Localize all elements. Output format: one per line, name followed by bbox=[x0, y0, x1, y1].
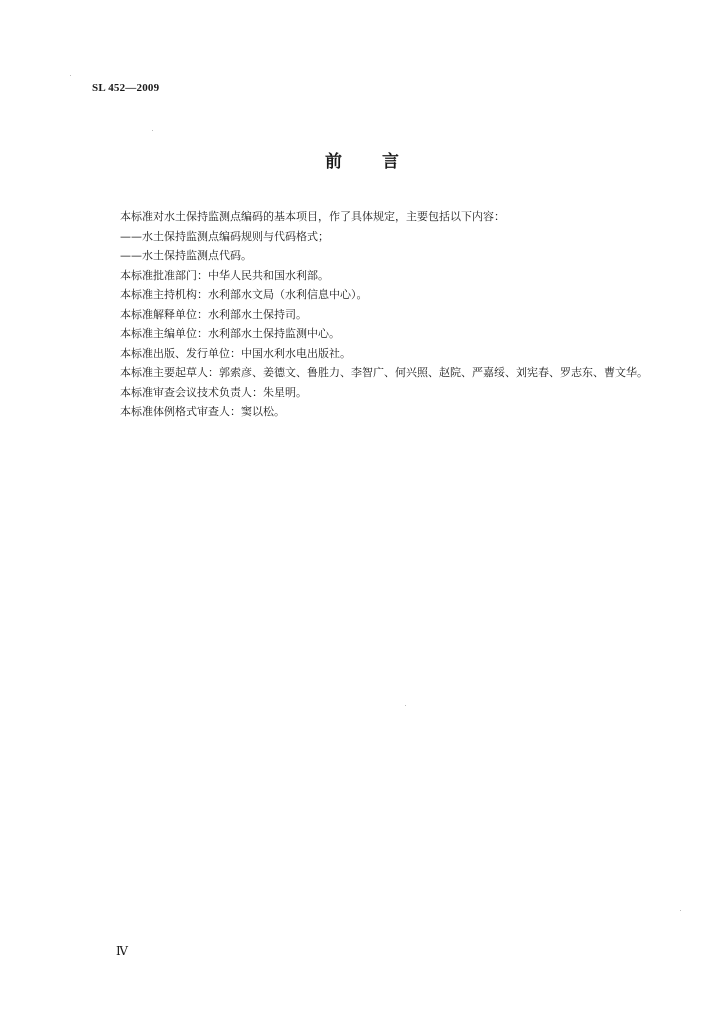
standard-code: SL 452—2009 bbox=[92, 82, 160, 94]
preface-paragraph: 本标准主编单位：水利部水土保持监测中心。 bbox=[120, 327, 340, 340]
preface-paragraph: 本标准主持机构：水利部水文局（水利信息中心）。 bbox=[120, 288, 368, 301]
preface-list-item: ——水土保持监测点代码。 bbox=[120, 249, 252, 262]
preface-list-item: ——水土保持监测点编码规则与代码格式； bbox=[120, 229, 329, 243]
preface-body bbox=[92, 207, 672, 422]
preface-paragraph: 本标准出版、发行单位：中国水利水电出版社。 bbox=[120, 346, 351, 360]
page-number: Ⅳ bbox=[116, 944, 128, 958]
preface-paragraph: 本标准对水土保持监测点编码的基本项目，作了具体规定，主要包括以下内容： bbox=[120, 210, 505, 223]
scan-speck bbox=[152, 130, 153, 131]
scan-speck bbox=[405, 705, 406, 706]
preface-paragraph: 本标准体例格式审查人：窦以松。 bbox=[120, 405, 285, 418]
scan-speck bbox=[70, 75, 71, 76]
page-title bbox=[0, 147, 724, 172]
scan-speck bbox=[680, 910, 681, 911]
preface-paragraph: 本标准解释单位：水利部水土保持司。 bbox=[120, 307, 307, 321]
title-char-1: 前 bbox=[325, 152, 342, 172]
title-char-2: 言 bbox=[382, 152, 399, 172]
preface-paragraph: 本标准主要起草人：郭索彦、姜德文、鲁胜力、李智广、何兴照、赵院、严嘉绥、刘宪春、罗志东、曹文华。 bbox=[120, 366, 648, 379]
preface-paragraph: 本标准审查会议技术负责人：朱星明。 bbox=[120, 385, 307, 399]
preface-paragraph: 本标准批准部门：中华人民共和国水利部。 bbox=[120, 268, 329, 282]
